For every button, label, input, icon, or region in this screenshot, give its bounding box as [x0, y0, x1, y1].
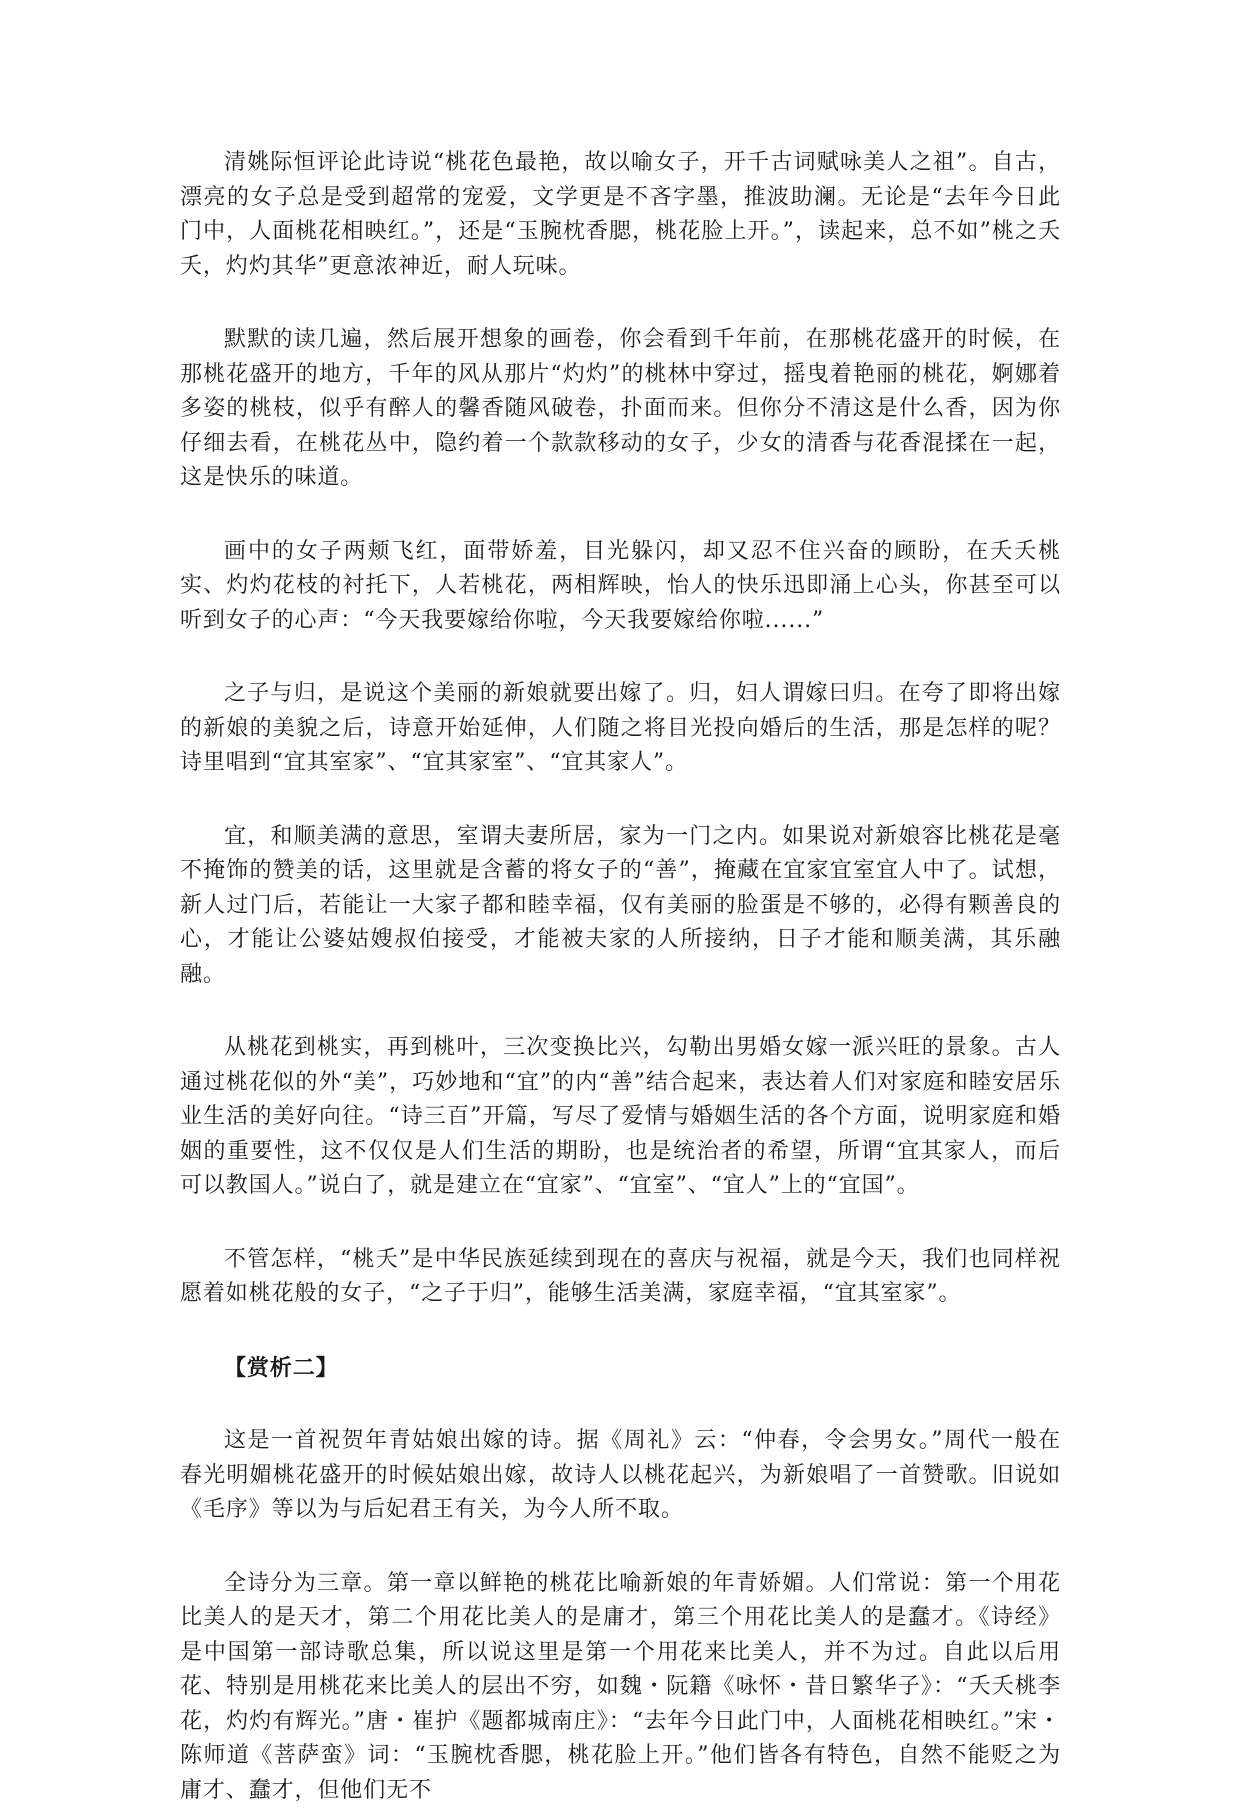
paragraph-9: 全诗分为三章。第一章以鲜艳的桃花比喻新娘的年青娇媚。人们常说：第一个用花比美人的是天才，第二个用花比美人的是庸才，第三个用花比美人的是蠢才。《诗经》是中国第一部诗歌总集，所以说这里是第一个用花来比美人，并不为过。自此以后用花、特别是用桃花来比美人的层出不穷，如魏・阮籍《咏怀・昔日繁华子》：“夭夭桃李花，灼灼有辉光。”唐・崔护《题都城南庄》：“去年今日此门中，人面桃花相映红。”宋・陈师道《菩萨蛮》词：“玉腕枕香腮，桃花脸上开。”他们皆各有特色，自然不能贬之为庸才、蠢才，但他们无不: [180, 1567, 1061, 1808]
paragraph-7: 不管怎样，“桃夭”是中华民族延续到现在的喜庆与祝福，就是今天，我们也同样祝愿着如桃花般的女子，“之子于归”，能够生活美满，家庭幸福，“宜其室家”。: [180, 1243, 1061, 1312]
paragraph-1: 清姚际恒评论此诗说“桃花色最艳，故以喻女子，开千古词赋咏美人之祖”。自古，漂亮的女子总是受到超常的宠爱，文学更是不吝字墨，推波助澜。无论是“去年今日此门中，人面桃花相映红。”，还是“玉腕枕香腮，桃花脸上开。”，读起来，总不如”桃之夭夭，灼灼其华”更意浓神近，耐人玩味。: [180, 146, 1061, 284]
paragraph-6: 从桃花到桃实，再到桃叶，三次变换比兴，勾勒出男婚女嫁一派兴旺的景象。古人通过桃花似的外“美”，巧妙地和“宜”的内“善”结合起来，表达着人们对家庭和睦安居乐业生活的美好向往。“诗三百”开篇，写尽了爱情与婚姻生活的各个方面，说明家庭和婚姻的重要性，这不仅仅是人们生活的期盼，也是统治者的希望，所谓“宜其家人，而后可以教国人。”说白了，就是建立在“宜家”、“宜室”、“宜人”上的“宜国”。: [180, 1031, 1061, 1204]
paragraph-2: 默默的读几遍，然后展开想象的画卷，你会看到千年前，在那桃花盛开的时候，在那桃花盛开的地方，千年的风从那片“灼灼”的桃林中穿过，摇曳着艳丽的桃花，婀娜着多姿的桃枝，似乎有醉人的馨香随风破卷，扑面而来。但你分不清这是什么香，因为你仔细去看，在桃花丛中，隐约着一个款款移动的女子，少女的清香与花香混揉在一起，这是快乐的味道。: [180, 323, 1061, 496]
paragraph-4: 之子与归，是说这个美丽的新娘就要出嫁了。归，妇人谓嫁曰归。在夸了即将出嫁的新娘的美貌之后，诗意开始延伸，人们随之将目光投向婚后的生活，那是怎样的呢？诗里唱到“宜其室家”、“宜其家室”、“宜其家人”。: [180, 677, 1061, 781]
paragraph-5: 宜，和顺美满的意思，室谓夫妻所居，家为一门之内。如果说对新娘容比桃花是毫不掩饰的赞美的话，这里就是含蓄的将女子的“善”，掩藏在宜家宜室宜人中了。试想，新人过门后，若能让一大家子都和睦幸福，仅有美丽的脸蛋是不够的，必得有颗善良的心，才能让公婆姑嫂叔伯接受，才能被夫家的人所接纳，日子才能和顺美满，其乐融融。: [180, 820, 1061, 993]
paragraph-8: 这是一首祝贺年青姑娘出嫁的诗。据《周礼》云：“仲春，令会男女。”周代一般在春光明媚桃花盛开的时候姑娘出嫁，故诗人以桃花起兴，为新娘唱了一首赞歌。旧说如《毛序》等以为与后妃君王有关，为今人所不取。: [180, 1424, 1061, 1528]
paragraph-3: 画中的女子两颊飞红，面带娇羞，目光躲闪，却又忍不住兴奋的顾盼，在夭夭桃实、灼灼花枝的衬托下，人若桃花，两相辉映，怡人的快乐迅即涌上心头，你甚至可以听到女子的心声：“今天我要嫁给你啦，今天我要嫁给你啦......”: [180, 535, 1061, 639]
section-heading: 【赏析二】: [224, 1351, 1061, 1386]
